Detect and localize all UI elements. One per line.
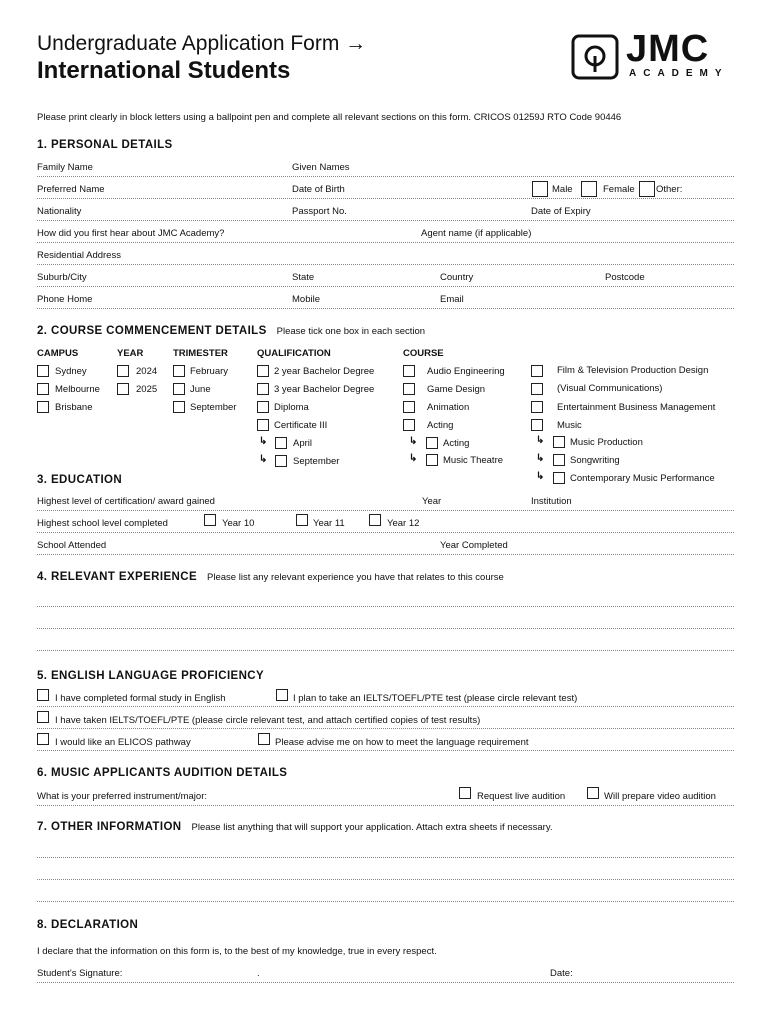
course-sub-checkbox[interactable] xyxy=(553,472,565,484)
experience-note: Please list any relevant experience you have that relates to this course xyxy=(207,572,504,583)
year10-label: Year 10 xyxy=(222,518,255,529)
campus-checkbox[interactable] xyxy=(37,383,49,395)
form-title-line2: International Students xyxy=(37,57,291,84)
country-label: Country xyxy=(440,272,474,283)
course-option: Game Design xyxy=(427,384,486,395)
qualification-option: Certificate III xyxy=(274,420,328,431)
given-names-label: Given Names xyxy=(292,162,350,173)
section-education-heading: 3. EDUCATION xyxy=(37,474,123,486)
section-music-heading: 6. MUSIC APPLICANTS AUDITION DETAILS xyxy=(37,767,288,779)
trimester-checkbox[interactable] xyxy=(173,365,185,377)
course-note: Please tick one box in each section xyxy=(276,326,426,337)
postcode-label: Postcode xyxy=(605,272,645,283)
field-line[interactable] xyxy=(37,242,734,243)
course-checkbox[interactable] xyxy=(531,419,543,431)
date-label: Date: xyxy=(550,968,573,979)
experience-heading-text: 4. RELEVANT EXPERIENCE xyxy=(37,571,198,583)
campus-option: Brisbane xyxy=(55,402,93,413)
live-audition-label: Request live audition xyxy=(477,791,566,802)
campus-option: Melbourne xyxy=(55,384,100,395)
expiry-label: Date of Expiry xyxy=(531,206,591,217)
how-heard-label: How did you first hear about JMC Academy? xyxy=(37,228,225,239)
year-completed-label: Year Completed xyxy=(440,540,508,551)
logo-subtext: ACADEMY xyxy=(629,68,729,79)
english-option-checkbox[interactable] xyxy=(37,733,49,745)
campus-checkbox[interactable] xyxy=(37,401,49,413)
english-option-checkbox[interactable] xyxy=(258,733,270,745)
trimester-option: June xyxy=(190,384,211,395)
course-checkbox[interactable] xyxy=(531,365,543,377)
jmc-logo-icon xyxy=(571,34,619,80)
female-checkbox[interactable] xyxy=(581,181,597,197)
field-line[interactable] xyxy=(37,176,734,177)
field-line[interactable] xyxy=(37,220,734,221)
highest-cert-label: Highest level of certification/ award gained xyxy=(37,496,215,507)
section-english-heading: 5. ENGLISH LANGUAGE PROFICIENCY xyxy=(37,670,265,682)
instrument-label: What is your preferred instrument/major: xyxy=(37,791,208,802)
course-sub-checkbox[interactable] xyxy=(553,454,565,466)
return-arrow-icon: ↳ xyxy=(409,436,418,447)
course-checkbox[interactable] xyxy=(403,383,415,395)
experience-line[interactable] xyxy=(37,650,734,651)
year12-checkbox[interactable] xyxy=(369,514,381,526)
qualification-sub-option: September xyxy=(293,456,340,467)
other-info-line[interactable] xyxy=(37,857,734,858)
english-option: I have completed formal study in English xyxy=(55,693,226,704)
year-checkbox[interactable] xyxy=(117,383,129,395)
field-line[interactable] xyxy=(37,805,734,806)
year-option: 2025 xyxy=(136,384,158,395)
course-option: Entertainment Business Management xyxy=(557,402,716,413)
qualification-column-header: QUALIFICATION xyxy=(257,348,331,359)
english-option: Please advise me on how to meet the language requirement xyxy=(275,737,529,748)
course-option: Film & Television Production Design xyxy=(557,365,709,376)
phone-label: Phone Home xyxy=(37,294,93,305)
field-line xyxy=(37,750,734,751)
campus-option: Sydney xyxy=(55,366,87,377)
state-label: State xyxy=(292,272,315,283)
english-option: I would like an ELICOS pathway xyxy=(55,737,191,748)
return-arrow-icon: ↳ xyxy=(409,453,418,464)
course-sub-checkbox[interactable] xyxy=(553,436,565,448)
return-arrow-icon: ↳ xyxy=(259,454,268,465)
experience-line[interactable] xyxy=(37,606,734,607)
video-audition-label: Will prepare video audition xyxy=(604,791,716,802)
year11-checkbox[interactable] xyxy=(296,514,308,526)
institution-label: Institution xyxy=(531,496,572,507)
course-heading-text: 2. COURSE COMMENCEMENT DETAILS xyxy=(37,325,267,337)
field-line[interactable] xyxy=(37,510,734,511)
mobile-label: Mobile xyxy=(292,294,320,305)
highest-school-label: Highest school level completed xyxy=(37,518,168,529)
qualification-checkbox[interactable] xyxy=(257,383,269,395)
field-line[interactable] xyxy=(37,286,734,287)
qualification-sub-checkbox[interactable] xyxy=(275,455,287,467)
email-label: Email xyxy=(440,294,464,305)
qualification-option: 2 year Bachelor Degree xyxy=(274,366,375,377)
course-sub-option: Acting xyxy=(443,438,470,449)
section-course-heading xyxy=(37,325,425,337)
course-checkbox[interactable] xyxy=(403,401,415,413)
english-option: I plan to take an IELTS/TOEFL/PTE test (please circle relevant test) xyxy=(293,693,578,704)
female-label: Female xyxy=(603,184,635,195)
declaration-text: I declare that the information on this form is, to the best of my knowledge, true in every respect. xyxy=(37,946,437,957)
course-option: Animation xyxy=(427,402,470,413)
signature-label: Student’s Signature: xyxy=(37,968,123,979)
course-checkbox[interactable] xyxy=(403,365,415,377)
cert-year-label: Year xyxy=(422,496,442,507)
year-option: 2024 xyxy=(136,366,158,377)
course-option: Music xyxy=(557,420,582,431)
course-checkbox[interactable] xyxy=(531,383,543,395)
other-label: Other: xyxy=(656,184,683,195)
other-note: Please list anything that will support your application. Attach extra sheets if necessary. xyxy=(191,822,553,833)
video-audition-checkbox[interactable] xyxy=(587,787,599,799)
course-option: Acting xyxy=(427,420,454,431)
course-sub-option: Contemporary Music Performance xyxy=(570,473,715,484)
year10-checkbox[interactable] xyxy=(204,514,216,526)
form-title-line1: Undergraduate Application Form → xyxy=(37,32,367,55)
suburb-label: Suburb/City xyxy=(37,272,87,283)
qualification-checkbox[interactable] xyxy=(257,365,269,377)
course-sub-option: Music Production xyxy=(570,437,643,448)
field-line[interactable] xyxy=(37,264,734,265)
year-column-header: YEAR xyxy=(117,348,144,359)
campus-checkbox[interactable] xyxy=(37,365,49,377)
field-line xyxy=(37,706,734,707)
preferred-name-label: Preferred Name xyxy=(37,184,105,195)
course-sub-checkbox[interactable] xyxy=(426,454,438,466)
return-arrow-icon: ↳ xyxy=(536,471,545,482)
qualification-checkbox[interactable] xyxy=(257,419,269,431)
passport-label: Passport No. xyxy=(292,206,347,217)
year-checkbox[interactable] xyxy=(117,365,129,377)
logo-text: JMC xyxy=(626,28,710,70)
return-arrow-icon: ↳ xyxy=(259,436,268,447)
qualification-option: Diploma xyxy=(274,402,309,413)
campus-column-header: CAMPUS xyxy=(37,348,79,359)
year11-label: Year 11 xyxy=(313,518,345,529)
other-info-line[interactable] xyxy=(37,901,734,902)
nationality-label: Nationality xyxy=(37,206,82,217)
section-declaration-heading: 8. DECLARATION xyxy=(37,919,139,931)
signature-line[interactable] xyxy=(37,982,734,983)
qualification-sub-option: April xyxy=(293,438,313,449)
field-line[interactable] xyxy=(37,554,734,555)
qualification-checkbox[interactable] xyxy=(257,401,269,413)
signature-dot: . xyxy=(257,968,260,979)
address-label: Residential Address xyxy=(37,250,121,261)
course-checkbox[interactable] xyxy=(531,401,543,413)
course-sub-option: Music Theatre xyxy=(443,455,504,466)
trimester-option: September xyxy=(190,402,237,413)
section-personal-heading: 1. PERSONAL DETAILS xyxy=(37,139,173,151)
english-option-checkbox[interactable] xyxy=(37,711,49,723)
other-heading-text: 7. OTHER INFORMATION xyxy=(37,821,182,833)
jmc-logo xyxy=(571,28,737,80)
agent-label: Agent name (if applicable) xyxy=(421,228,532,239)
course-sub-option: Songwriting xyxy=(570,455,620,466)
male-label: Male xyxy=(552,184,573,195)
english-option: I have taken IELTS/TOEFL/PTE (please circle relevant test, and attach certified copies of test results) xyxy=(55,715,481,726)
male-checkbox[interactable] xyxy=(532,181,548,197)
field-line[interactable] xyxy=(37,532,734,533)
return-arrow-icon: ↳ xyxy=(536,453,545,464)
course-column-header: COURSE xyxy=(403,348,444,359)
dob-label: Date of Birth xyxy=(292,184,345,195)
course-sub-checkbox[interactable] xyxy=(426,437,438,449)
field-line xyxy=(37,728,734,729)
family-name-label: Family Name xyxy=(37,162,93,173)
trimester-option: February xyxy=(190,366,229,377)
course-option: Audio Engineering xyxy=(427,366,505,377)
section-experience-heading xyxy=(37,571,504,583)
other-checkbox[interactable] xyxy=(639,181,655,197)
trimester-column-header: TRIMESTER xyxy=(173,348,228,359)
return-arrow-icon: ↳ xyxy=(536,435,545,446)
field-line[interactable] xyxy=(37,198,734,199)
course-option-sublabel: (Visual Communications) xyxy=(557,383,663,394)
intro-text: Please print clearly in block letters using a ballpoint pen and complete all relevant sections on this form. CRICOS 01259J RTO Code 90446 xyxy=(37,112,622,123)
qualification-option: 3 year Bachelor Degree xyxy=(274,384,375,395)
experience-line[interactable] xyxy=(37,628,734,629)
course-checkbox[interactable] xyxy=(403,419,415,431)
other-info-line[interactable] xyxy=(37,879,734,880)
school-label: School Attended xyxy=(37,540,107,551)
field-line[interactable] xyxy=(37,308,734,309)
year12-label: Year 12 xyxy=(387,518,420,529)
live-audition-checkbox[interactable] xyxy=(459,787,471,799)
english-option-checkbox[interactable] xyxy=(276,689,288,701)
trimester-checkbox[interactable] xyxy=(173,401,185,413)
english-option-checkbox[interactable] xyxy=(37,689,49,701)
trimester-checkbox[interactable] xyxy=(173,383,185,395)
section-other-heading xyxy=(37,821,553,833)
qualification-sub-checkbox[interactable] xyxy=(275,437,287,449)
